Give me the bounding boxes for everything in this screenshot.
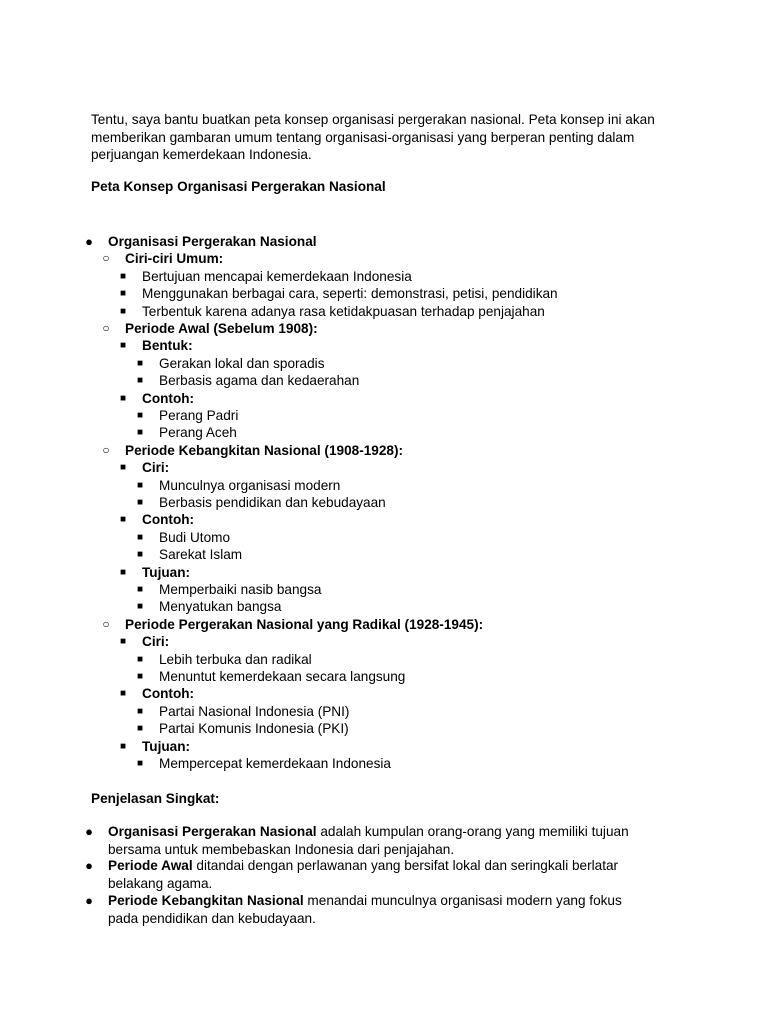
square-bullet-icon: ■ xyxy=(136,410,144,421)
outline-item-text: Perang Padri xyxy=(159,408,239,423)
summary-term: Organisasi Pergerakan Nasional xyxy=(108,824,317,839)
summary-term: Periode Kebangkitan Nasional xyxy=(108,893,304,908)
square-bullet-icon: ■ xyxy=(136,653,144,665)
square-bullet-icon: ■ xyxy=(136,531,144,543)
outline-item-text: Menuntut kemerdekaan secara langsung xyxy=(159,669,406,684)
outline-item-text: Berbasis pendidikan dan kebudayaan xyxy=(159,495,386,510)
square-bullet-icon: ■ xyxy=(136,758,144,769)
square-bullet-icon: ■ xyxy=(136,427,144,439)
square-bullet-icon: ■ xyxy=(136,601,144,613)
circle-bullet-icon: ○ xyxy=(102,616,110,631)
square-bullet-icon: ■ xyxy=(119,392,127,404)
square-bullet-icon: ■ xyxy=(136,671,144,682)
disc-bullet-icon: ● xyxy=(85,824,93,839)
outline-item-text: Bertujuan mencapai kemerdekaan Indonesia xyxy=(142,268,412,284)
outline-item-text: Bentuk: xyxy=(142,338,193,354)
square-bullet-icon: ■ xyxy=(119,270,127,282)
disc-bullet-icon: ● xyxy=(85,893,93,908)
disc-bullet-icon: ● xyxy=(85,858,93,873)
square-bullet-icon: ■ xyxy=(136,357,144,369)
summary-description: menandai munculnya organisasi modern yang fokus pada pendidikan dan kebudayaan. xyxy=(108,893,622,926)
circle-bullet-icon: ○ xyxy=(102,251,110,266)
square-bullet-icon: ■ xyxy=(119,462,127,474)
square-bullet-icon: ■ xyxy=(119,305,127,317)
outline-item-text: Organisasi Pergerakan Nasional xyxy=(108,234,317,249)
square-bullet-icon: ■ xyxy=(136,705,144,717)
outline-item-text: Menyatukan bangsa xyxy=(159,599,282,615)
outline-item-text: Berbasis agama dan kedaerahan xyxy=(159,373,360,389)
concept-map-title: Peta Konsep Organisasi Pergerakan Nasional xyxy=(91,179,386,194)
outline-item-text: Tujuan: xyxy=(142,738,191,754)
outline-item-text: Sarekat Islam xyxy=(159,547,243,563)
outline-item-text: Terbentuk karena adanya rasa ketidakpuasan terhadap penjajahan xyxy=(142,303,545,319)
square-bullet-icon: ■ xyxy=(119,636,127,648)
summary-description: ditandai dengan perlawanan yang bersifat lokal dan seringkali berlatar belakang agama. xyxy=(108,858,619,891)
outline-item-text: Partai Nasional Indonesia (PNI) xyxy=(159,703,350,719)
outline-item-text: Munculnya organisasi modern xyxy=(159,477,341,493)
square-bullet-icon: ■ xyxy=(136,584,144,595)
square-bullet-icon: ■ xyxy=(136,549,144,561)
circle-bullet-icon: ○ xyxy=(102,321,110,335)
square-bullet-icon: ■ xyxy=(136,723,144,735)
summary-term: Periode Awal xyxy=(108,858,193,873)
outline-item-text: Ciri: xyxy=(142,634,170,650)
summary-item-text xyxy=(108,857,648,892)
square-bullet-icon: ■ xyxy=(136,497,144,508)
square-bullet-icon: ■ xyxy=(119,514,127,526)
outline-item-text: Budi Utomo xyxy=(159,529,231,545)
outline-item-text: Partai Komunis Indonesia (PKI) xyxy=(159,721,349,737)
summary-description: adalah kumpulan orang-orang yang memiliki tujuan bersama untuk membebaskan Indonesia dari penjajahan. xyxy=(108,824,629,857)
outline-item-text: Menggunakan berbagai cara, seperti: demonstrasi, petisi, pendidikan xyxy=(142,286,558,302)
square-bullet-icon: ■ xyxy=(136,479,144,491)
outline-item-text: Gerakan lokal dan sporadis xyxy=(159,355,325,371)
square-bullet-icon: ■ xyxy=(119,340,127,352)
outline-item-text: Contoh: xyxy=(142,686,195,702)
outline-item-text: Lebih terbuka dan radikal xyxy=(159,651,312,667)
summary-item-text xyxy=(108,823,648,858)
square-bullet-icon: ■ xyxy=(119,688,127,700)
circle-bullet-icon: ○ xyxy=(102,442,110,457)
outline-item-text: Contoh: xyxy=(142,512,195,528)
summary-title: Penjelasan Singkat: xyxy=(91,791,220,806)
outline-item-text: Ciri-ciri Umum: xyxy=(125,251,224,267)
outline-item-text: Periode Pergerakan Nasional yang Radikal (1928-1945): xyxy=(125,616,484,632)
outline-item-text: Memperbaiki nasib bangsa xyxy=(159,582,322,597)
outline-item-text: Ciri: xyxy=(142,460,170,476)
square-bullet-icon: ■ xyxy=(119,288,127,300)
outline-item-text: Perang Aceh xyxy=(159,425,237,441)
outline-item-text: Periode Awal (Sebelum 1908): xyxy=(125,321,318,336)
outline-item-text: Contoh: xyxy=(142,390,195,406)
square-bullet-icon: ■ xyxy=(136,375,144,387)
outline-item-text: Tujuan: xyxy=(142,564,191,580)
intro-paragraph: Tentu, saya bantu buatkan peta konsep organisasi pergerakan nasional. Peta konsep ini akan memberikan gambaran umum tentang organisasi-organisasi yang berperan penting dalam perjuangan kemerdekaan Indonesia. xyxy=(91,112,655,162)
outline-item-text: Mempercepat kemerdekaan Indonesia xyxy=(159,756,391,771)
square-bullet-icon: ■ xyxy=(119,566,127,578)
outline-item-text: Periode Kebangkitan Nasional (1908-1928): xyxy=(125,442,404,458)
square-bullet-icon: ■ xyxy=(119,740,127,752)
summary-item-text xyxy=(108,892,648,927)
disc-bullet-icon: ● xyxy=(85,234,93,249)
